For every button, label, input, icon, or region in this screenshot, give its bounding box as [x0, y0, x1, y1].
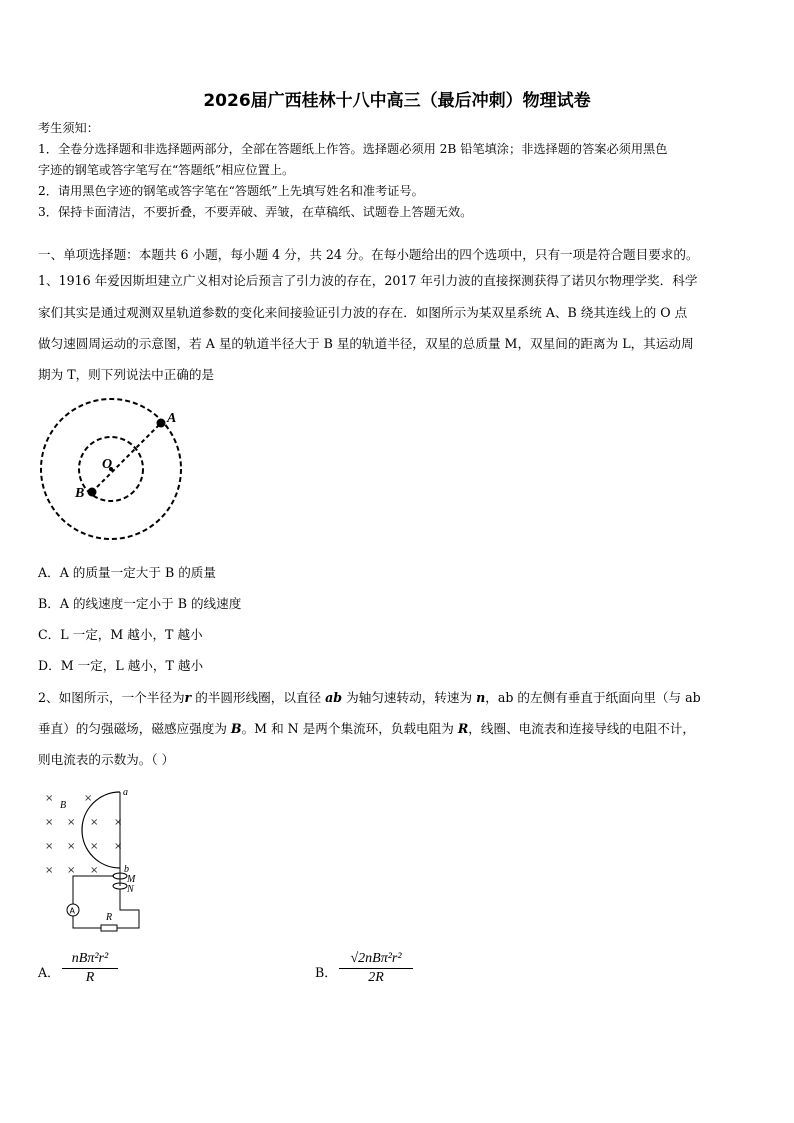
- svg-text:×: ×: [67, 841, 76, 852]
- binary-star-diagram: [38, 396, 198, 556]
- question-2-text: [38, 718, 758, 737]
- q2-text: ，线圈、电流表和连接导线的电阻不计，: [468, 721, 695, 736]
- label-n: N: [127, 884, 134, 895]
- q2-text: 。M 和 N 是两个集流环，负载电阻为: [241, 721, 458, 736]
- numerator: nBπ²r²: [62, 951, 118, 969]
- svg-text:×: ×: [114, 841, 123, 852]
- question-1-text: 期为 T，则下列说法中正确的是: [38, 367, 215, 382]
- denominator: 2R: [368, 970, 384, 985]
- q2-text: 2、如图所示，一个半径为: [38, 690, 185, 705]
- coil-circuit-diagram: [38, 786, 158, 936]
- option-b: B．A 的线速度一定小于 B 的线速度: [38, 596, 242, 611]
- label-a-point: a: [123, 787, 128, 798]
- question-2-text: [38, 687, 758, 706]
- label-field-b: B: [60, 800, 67, 811]
- ammeter-label: A: [69, 906, 75, 916]
- svg-text:×: ×: [84, 793, 93, 804]
- option-b-label: B．: [315, 965, 337, 980]
- svg-text:×: ×: [45, 841, 54, 852]
- notice-line: 3．保持卡面清洁，不要折叠，不要弄破、弄皱，在草稿纸、试题卷上答题无效。: [38, 205, 473, 219]
- q2-var: B: [230, 721, 242, 736]
- q2-var: R: [457, 721, 469, 736]
- label-o: O: [102, 457, 113, 472]
- q2-text: 为轴匀速转动，转速为: [342, 690, 477, 705]
- svg-text:×: ×: [45, 865, 54, 876]
- magnetic-field-crosses: [45, 793, 122, 876]
- wire-lower: [73, 916, 101, 928]
- q2-var: n: [476, 690, 486, 705]
- q2-text: 的半圆形线圈，以直径: [191, 690, 326, 705]
- svg-text:×: ×: [90, 817, 99, 828]
- question-1-text: 家们其实是通过观测双星轨道参数的变化来间接验证引力波的存在．如图所示为某双星系统 A、B 绕其连线上的 O 点: [38, 305, 688, 320]
- question-2-text: 则电流表的示数为。（ ）: [38, 752, 175, 767]
- label-a: A: [167, 411, 177, 426]
- svg-text:×: ×: [45, 793, 54, 804]
- question-1-text: 做匀速圆周运动的示意图，若 A 星的轨道半径大于 B 星的轨道半径，双星的总质量 M，双星间的距离为 L，其运动周: [38, 336, 694, 351]
- question-1-text: 1、1916 年爱因斯坦建立广义相对论后预言了引力波的存在，2017 年引力波的直接探测获得了诺贝尔物理学奖．科学: [38, 273, 698, 288]
- notice-heading: 考生须知：: [38, 121, 99, 135]
- option-a-formula: [62, 951, 118, 986]
- svg-text:×: ×: [67, 865, 76, 876]
- option-b-formula: [339, 951, 413, 986]
- label-b-point: b: [124, 864, 129, 875]
- numerator: √2nBπ²r²: [339, 951, 413, 969]
- svg-text:×: ×: [114, 817, 123, 828]
- label-r: R: [106, 912, 113, 923]
- label-b: B: [75, 486, 85, 501]
- denominator: R: [85, 970, 95, 985]
- page-title: 2026届广西桂林十八中高三（最后冲刺）物理试卷: [203, 91, 591, 111]
- notice-line: 1．全卷分选择题和非选择题两部分，全部在答题纸上作答。选择题必须用 2B 铅笔填涂；非选择题的答案必须用黑色: [38, 142, 668, 156]
- wire-upper: [73, 876, 114, 904]
- svg-text:×: ×: [90, 865, 99, 876]
- option-a-label: A．: [38, 965, 60, 980]
- resistor: [101, 925, 117, 931]
- option-c: C．L 一定，M 越小，T 越小: [38, 627, 203, 642]
- star-a: [157, 419, 166, 428]
- q2-var: ab: [325, 690, 343, 705]
- section-heading: 一、单项选择题：本题共 6 小题，每小题 4 分，共 24 分。在每小题给出的四个选项中，只有一项是符合题目要求的。: [38, 247, 699, 262]
- option-d: D．M 一定，L 越小，T 越小: [38, 658, 204, 673]
- star-b: [88, 488, 97, 497]
- svg-text:×: ×: [45, 817, 54, 828]
- notice-line: 2．请用黑色字迹的钢笔或答字笔在“答题纸”上先填写姓名和准考证号。: [38, 184, 424, 198]
- svg-text:×: ×: [90, 841, 99, 852]
- q2-text: ，ab 的左侧有垂直于纸面向里（与 ab: [485, 690, 701, 705]
- svg-text:×: ×: [67, 817, 76, 828]
- label-m: M: [127, 874, 136, 885]
- q2-text: 垂直）的匀强磁场，磁感应强度为: [38, 721, 231, 736]
- q2-var: r: [184, 690, 192, 705]
- notice-line: 字迹的钢笔或答字笔写在“答题纸”相应位置上。: [38, 163, 295, 177]
- option-a: A．A 的质量一定大于 B 的质量: [38, 565, 216, 580]
